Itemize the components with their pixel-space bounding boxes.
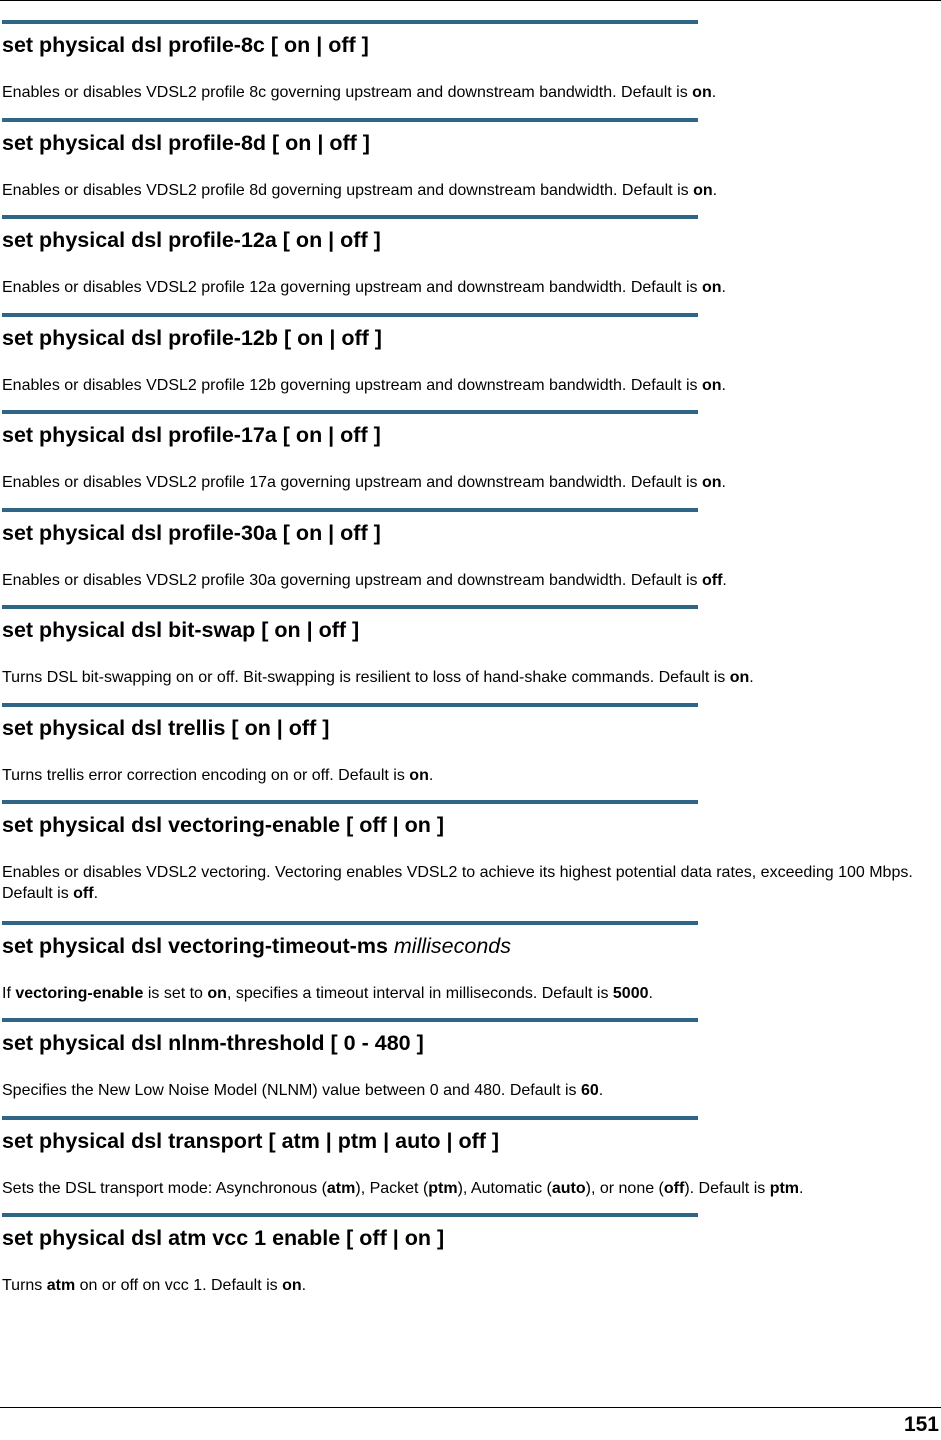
section-rule: [2, 1116, 698, 1120]
command-heading: set physical dsl bit-swap [ on | off ]: [2, 618, 360, 642]
default-value: ptm: [769, 1180, 800, 1197]
section-rule: [2, 410, 698, 414]
command-heading: set physical dsl transport [ atm | ptm | auto | off ]: [2, 1129, 500, 1153]
default-value: 5000: [612, 985, 649, 1002]
command-description: Enables or disables VDSL2 profile 8c governing upstream and downstream bandwidth. Default is on.: [2, 84, 717, 101]
section-rule: [2, 215, 698, 219]
default-value: on: [701, 377, 722, 394]
section-rule: [2, 508, 698, 512]
keyword: atm: [46, 1277, 76, 1294]
keyword: off: [663, 1180, 685, 1197]
section-rule: [2, 1018, 698, 1022]
default-value: on: [701, 279, 722, 296]
keyword: atm: [326, 1180, 356, 1197]
section-rule: [2, 1213, 698, 1217]
command-heading: set physical dsl profile-30a [ on | off ]: [2, 521, 381, 545]
default-value: 60: [580, 1082, 599, 1099]
command-description: Sets the DSL transport mode: Asynchronous (atm), Packet (ptm), Automatic (auto), or none (off). Default is ptm.: [2, 1180, 804, 1197]
command-heading: set physical dsl profile-17a [ on | off ]: [2, 423, 381, 447]
default-value: off: [701, 572, 723, 589]
command-description: Enables or disables VDSL2 profile 17a governing upstream and downstream bandwidth. Default is on.: [2, 474, 726, 491]
keyword: vectoring-enable: [15, 985, 144, 1002]
command-heading: set physical dsl nlnm-threshold [ 0 - 480 ]: [2, 1031, 424, 1055]
default-value: on: [693, 182, 713, 199]
command-description: Enables or disables VDSL2 profile 12b governing upstream and downstream bandwidth. Default is on.: [2, 377, 726, 394]
command-description: Turns DSL bit-swapping on or off. Bit-swapping is resilient to loss of hand-shake commands. Default is on.: [2, 669, 754, 686]
default-value: on: [729, 669, 750, 686]
command-heading: set physical dsl profile-8c [ on | off ]: [2, 33, 369, 57]
command-heading: set physical dsl vectoring-enable [ off | on ]: [2, 813, 445, 837]
command-description: Turns trellis error correction encoding on or off. Default is on.: [2, 767, 434, 784]
section-rule: [2, 313, 698, 317]
command-heading: set physical dsl atm vcc 1 enable [ off | on ]: [2, 1226, 445, 1250]
command-description: If vectoring-enable is set to on, specifies a timeout interval in milliseconds. Default is 5000.: [2, 985, 653, 1002]
command-description: Enables or disables VDSL2 profile 30a governing upstream and downstream bandwidth. Default is off.: [2, 572, 727, 589]
command-description: Enables or disables VDSL2 profile 8d governing upstream and downstream bandwidth. Default is on.: [2, 182, 718, 199]
page-number: 151: [903, 1413, 939, 1436]
default-value: on: [692, 84, 712, 101]
command-heading: set physical dsl trellis [ on | off ]: [2, 716, 330, 740]
command-heading: set physical dsl vectoring-timeout-ms milliseconds: [2, 934, 511, 958]
command-description: Enables or disables VDSL2 profile 12a governing upstream and downstream bandwidth. Default is on.: [2, 279, 726, 296]
top-rule: [0, 0, 941, 1]
keyword: ptm: [428, 1180, 458, 1197]
default-value: on: [409, 767, 429, 784]
default-value: on: [701, 474, 722, 491]
keyword: on: [207, 985, 227, 1002]
section-rule: [2, 605, 698, 609]
keyword: auto: [551, 1180, 586, 1197]
section-rule: [2, 20, 698, 24]
section-rule: [2, 800, 698, 804]
footer-rule: [0, 1407, 941, 1408]
default-value: off: [73, 885, 94, 902]
section-rule: [2, 703, 698, 707]
command-argument: milliseconds: [393, 934, 511, 958]
command-heading: set physical dsl profile-12a [ on | off ]: [2, 228, 381, 252]
section-rule: [2, 921, 698, 925]
command-heading: set physical dsl profile-8d [ on | off ]: [2, 131, 370, 155]
command-description: Turns atm on or off on vcc 1. Default is on.: [2, 1277, 307, 1294]
default-value: on: [282, 1277, 302, 1294]
section-rule: [2, 118, 698, 122]
command-heading: set physical dsl profile-12b [ on | off ]: [2, 326, 382, 350]
command-description: Enables or disables VDSL2 vectoring. Vectoring enables VDSL2 to achieve its highest potential data rates, exceeding 100 Mbps. Default is off.: [2, 864, 913, 902]
command-description: Specifies the New Low Noise Model (NLNM) value between 0 and 480. Default is 60.: [2, 1082, 604, 1099]
